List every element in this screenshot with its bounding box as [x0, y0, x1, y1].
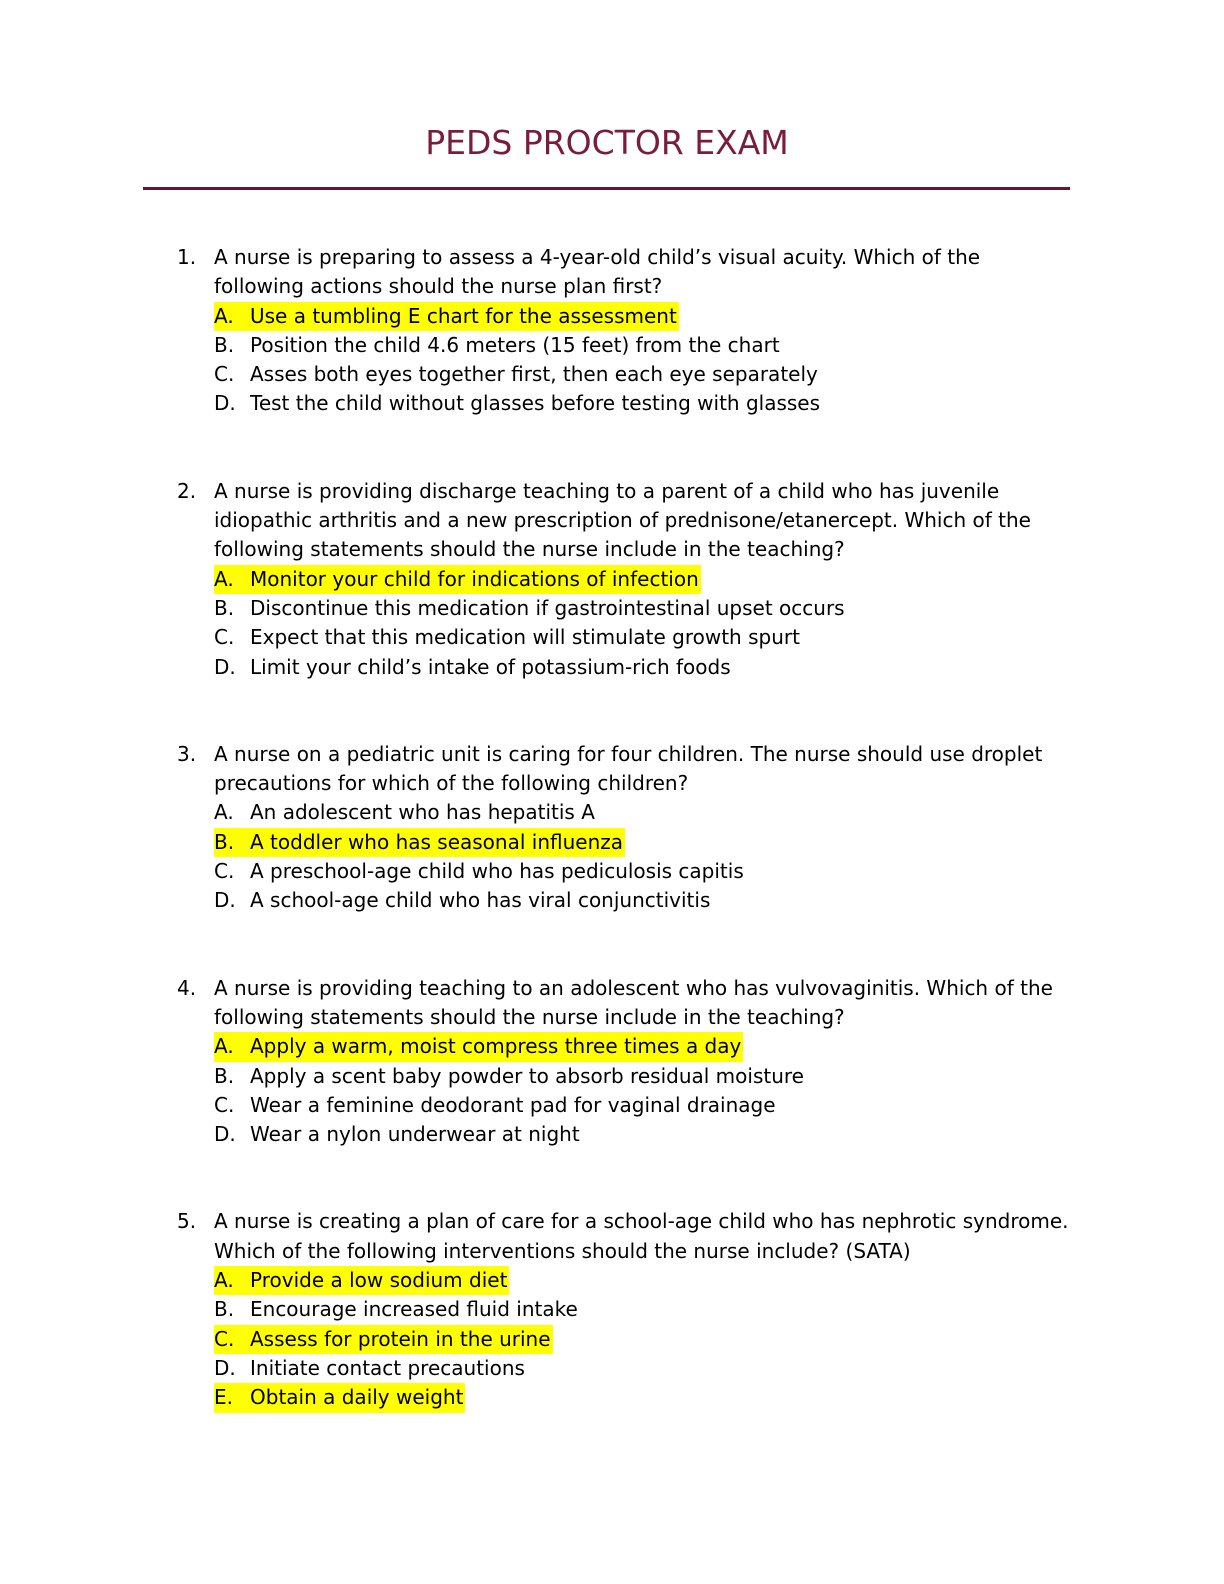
answer-text: Encourage increased fluid intake	[250, 1297, 578, 1322]
answer-letter: E.	[214, 1385, 233, 1410]
answer-letter: A.	[214, 566, 234, 591]
question-3	[0, 740, 1224, 916]
question-4	[0, 974, 1224, 1150]
question-2	[0, 477, 1224, 682]
question-stem: A nurse on a pediatric unit is caring for four children. The nurse should use droplet precautions for which of the following children?	[214, 741, 1043, 796]
answer-letter: D.	[214, 1122, 236, 1147]
question-number: 2.	[177, 478, 197, 503]
answer-text: Apply a scent baby powder to absorb residual moisture	[250, 1063, 804, 1088]
question-1	[0, 243, 1224, 419]
answer-option	[214, 828, 1224, 857]
answer-letter: A.	[214, 800, 234, 825]
answer-letter: A.	[214, 1034, 234, 1059]
answer-option	[214, 302, 1224, 331]
answer-text: Monitor your child for indications of infection	[250, 566, 699, 591]
answer-option	[214, 798, 1224, 827]
answer-option	[214, 1091, 1224, 1120]
answer-text: Position the child 4.6 meters (15 feet) from the chart	[250, 332, 780, 357]
answer-letter: D.	[214, 1355, 236, 1380]
answer-letter: B.	[214, 595, 235, 620]
answer-list	[214, 1032, 1224, 1149]
answer-option	[214, 331, 1224, 360]
answer-letter: C.	[214, 625, 235, 650]
question-number: 1.	[177, 245, 197, 269]
answer-letter: D.	[214, 888, 236, 913]
answer-option	[214, 1062, 1224, 1091]
page-title: PEDS PROCTOR EXAM	[425, 123, 789, 162]
answer-letter: D.	[214, 654, 236, 679]
title-divider	[143, 187, 1070, 190]
answer-text: Apply a warm, moist compress three times a day	[250, 1034, 742, 1059]
answer-text: A school-age child who has viral conjunctivitis	[250, 888, 711, 913]
answer-letter: C.	[214, 1326, 235, 1351]
answer-letter: B.	[214, 1063, 235, 1088]
answer-option	[214, 1354, 1224, 1383]
answer-letter: B.	[214, 829, 235, 854]
answer-text: Provide a low sodium diet	[250, 1268, 508, 1293]
answer-text: Initiate contact precautions	[250, 1355, 525, 1380]
answer-option	[214, 594, 1224, 623]
answer-text: A preschool-age child who has pediculosis capitis	[250, 859, 744, 884]
question-5	[0, 1207, 1224, 1412]
question-number: 3.	[177, 741, 197, 766]
answer-list	[214, 1266, 1224, 1412]
answer-letter: A.	[214, 303, 234, 328]
answer-option	[214, 1383, 1224, 1412]
answer-text: Wear a feminine deodorant pad for vaginal drainage	[250, 1092, 776, 1117]
answer-list	[214, 565, 1224, 682]
answer-text: A toddler who has seasonal influenza	[250, 829, 624, 854]
answer-text: Test the child without glasses before testing with glasses	[250, 391, 821, 416]
answer-letter: D.	[214, 391, 236, 416]
answer-letter: C.	[214, 1092, 235, 1117]
question-stem: A nurse is creating a plan of care for a school-age child who has nephrotic syndrome. Which of the following interventions should the nurse include? (SATA)	[214, 1209, 1069, 1263]
question-stem: A nurse is providing teaching to an adolescent who has vulvovaginitis. Which of the following statements should the nurse include in the teaching?	[214, 975, 1053, 1029]
answer-text: Asses both eyes together first, then each eye separately	[250, 362, 818, 387]
answer-letter: C.	[214, 362, 235, 387]
question-number: 5.	[177, 1209, 197, 1234]
answer-option	[214, 565, 1224, 594]
answer-text: Obtain a daily weight	[250, 1385, 464, 1410]
answer-option	[214, 1325, 1224, 1354]
answer-option	[214, 389, 1224, 418]
answer-letter: B.	[214, 1297, 235, 1322]
answer-option	[214, 1032, 1224, 1061]
answer-option	[214, 1120, 1224, 1149]
answer-text: Discontinue this medication if gastrointestinal upset occurs	[250, 595, 845, 620]
answer-text: An adolescent who has hepatitis A	[250, 800, 595, 825]
answer-letter: A.	[214, 1268, 234, 1293]
answer-text: Wear a nylon underwear at night	[250, 1122, 580, 1147]
answer-option	[214, 653, 1224, 682]
answer-option	[214, 360, 1224, 389]
answer-letter: C.	[214, 859, 235, 884]
answer-text: Limit your child’s intake of potassium-rich foods	[250, 654, 731, 679]
answer-text: Expect that this medication will stimulate growth spurt	[250, 625, 800, 650]
answer-option	[214, 857, 1224, 886]
question-list	[0, 243, 1224, 1471]
question-stem: A nurse is preparing to assess a 4-year-old child’s visual acuity. Which of the following actions should the nurse plan first?	[214, 245, 981, 299]
answer-option	[214, 886, 1224, 915]
answer-text: Use a tumbling E chart for the assessment	[250, 303, 677, 328]
answer-list	[214, 302, 1224, 419]
question-stem: A nurse is providing discharge teaching to a parent of a child who has juvenile idiopathic arthritis and a new prescription of prednisone/etanercept. Which of the following statements should the nurse include in the teaching?	[214, 478, 1031, 562]
answer-option	[214, 623, 1224, 652]
answer-text: Assess for protein in the urine	[250, 1326, 551, 1351]
question-number: 4.	[177, 975, 197, 1000]
answer-letter: B.	[214, 332, 235, 357]
answer-option	[214, 1295, 1224, 1324]
answer-list	[214, 798, 1224, 915]
answer-option	[214, 1266, 1224, 1295]
